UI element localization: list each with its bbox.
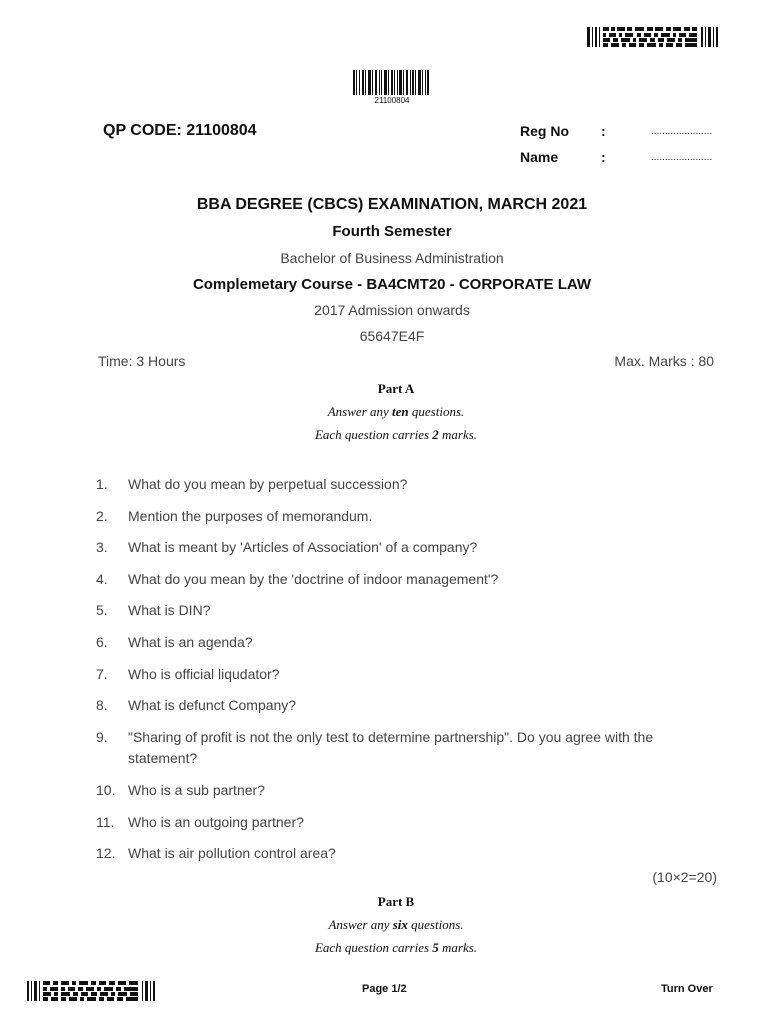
question-number: 7.	[96, 666, 108, 682]
part-b-title: Part B	[377, 894, 415, 909]
question-number: 5.	[96, 602, 108, 618]
part-b-instruction-2: Each question carries 5 marks.	[314, 940, 478, 955]
question-text: What do you mean by perpetual succession?	[128, 476, 408, 492]
exam-title: BBA DEGREE (CBCS) EXAMINATION, MARCH 2021	[196, 196, 588, 213]
question-number: 8.	[96, 697, 108, 713]
question-text: What is air pollution control area?	[128, 845, 336, 861]
qp-barcode	[353, 70, 429, 95]
question-number: 6.	[96, 634, 108, 650]
question-text: What is DIN?	[128, 602, 211, 618]
question-text: Mention the purposes of memorandum.	[128, 508, 373, 524]
question-number: 10.	[96, 782, 116, 798]
name-label: Name	[520, 149, 559, 165]
name-blank: ......................	[651, 152, 713, 163]
question-text: What do you mean by the 'doctrine of indoor management'?	[128, 571, 499, 587]
max-marks: Max. Marks : 80	[614, 353, 714, 369]
part-a-score: (10×2=20)	[652, 869, 717, 885]
question-number: 12.	[96, 845, 116, 861]
question-text: "Sharing of profit is not the only test to determine partnership". Do you agree with the statement?	[128, 729, 654, 766]
question-text: Who is a sub partner?	[128, 782, 265, 798]
turn-over: Turn Over	[661, 983, 713, 995]
course-title: Complemetary Course - BA4CMT20 - CORPORATE LAW	[192, 276, 592, 293]
question-text: What is an agenda?	[128, 634, 253, 650]
part-a-instruction-1: Answer any ten questions.	[327, 404, 465, 419]
semester: Fourth Semester	[332, 223, 452, 240]
question-number: 4.	[96, 571, 108, 587]
part-b-instruction-1: Answer any six questions.	[328, 917, 464, 932]
exam-time: Time: 3 Hours	[98, 353, 186, 369]
question-number: 9.	[96, 729, 108, 745]
question-number: 11.	[96, 814, 115, 830]
top-right-barcode	[587, 27, 718, 47]
question-text: What is defunct Company?	[128, 697, 297, 713]
part-a-instruction-2: Each question carries 2 marks.	[314, 427, 478, 442]
reg-no-colon: :	[601, 123, 606, 139]
program: Bachelor of Business Administration	[280, 250, 504, 266]
question-text: Who is an outgoing partner?	[128, 814, 304, 830]
question-number: 3.	[96, 539, 108, 555]
qp-code: QP CODE: 21100804	[103, 122, 257, 139]
footer-barcode	[27, 981, 157, 1001]
question-text: Who is official liqudator?	[128, 666, 280, 682]
part-a-title: Part A	[377, 381, 415, 396]
reg-no-blank: ......................	[651, 126, 713, 137]
page-number: Page 1/2	[362, 983, 407, 995]
reg-no-label: Reg No	[520, 123, 569, 139]
admission: 2017 Admission onwards	[314, 302, 470, 318]
name-colon: :	[601, 149, 606, 165]
question-item	[96, 727, 696, 769]
question-text: What is meant by 'Articles of Association' of a company?	[128, 539, 478, 555]
paper-code: 65647E4F	[359, 328, 425, 344]
question-number: 1.	[96, 476, 108, 492]
barcode-number: 21100804	[374, 96, 410, 105]
question-number: 2.	[96, 508, 108, 524]
